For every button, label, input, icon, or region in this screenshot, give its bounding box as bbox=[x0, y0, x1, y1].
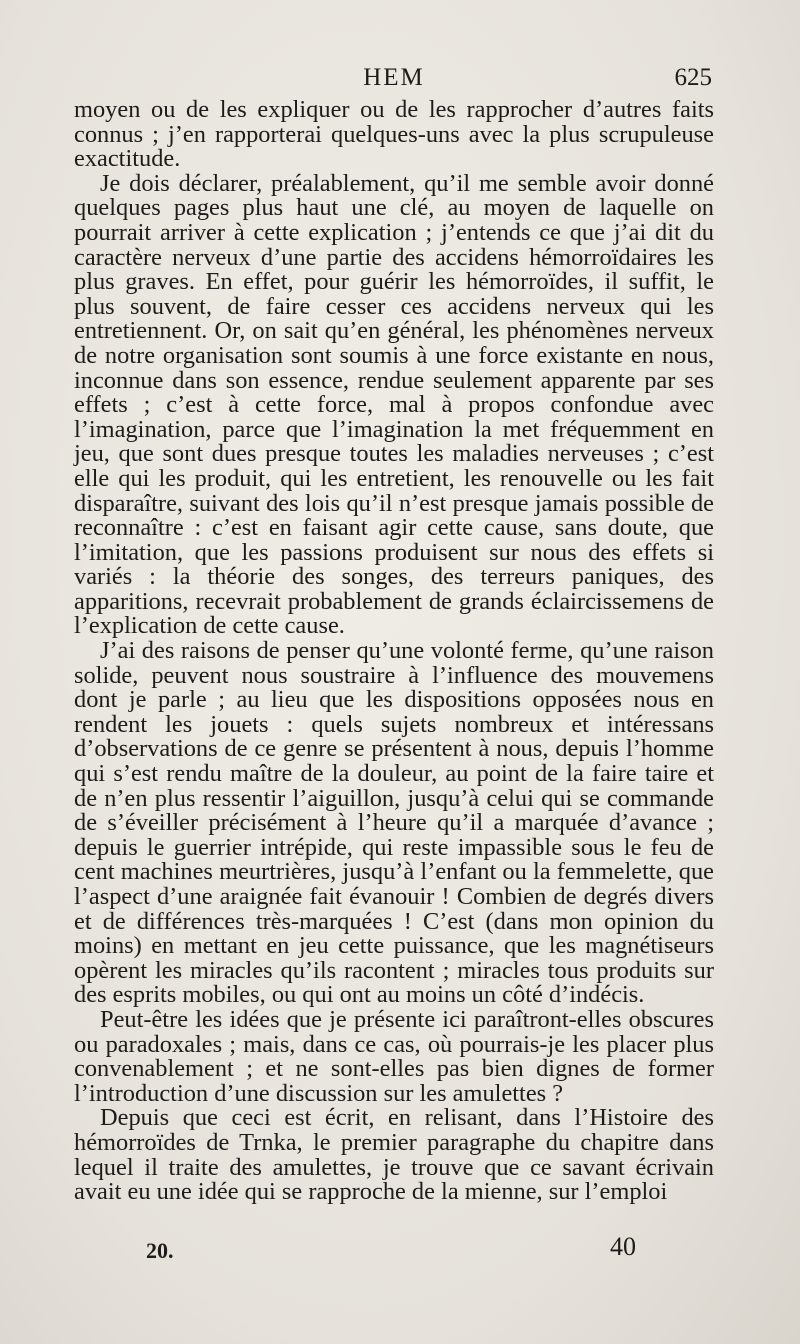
running-head: HEM bbox=[363, 64, 425, 91]
paragraph: Depuis que ceci est écrit, en relisant, dans l’Histoire des hémorroïdes de Trnka, le premier paragraphe du chapitre dans lequel il traite des amulettes, je trouve que ce savant écrivain avait eu une idée qui se rapproche de la mienne, sur l’emploi bbox=[74, 1104, 714, 1206]
paragraph: J’ai des raisons de penser qu’une volonté ferme, qu’une raison solide, peuvent nous soustraire à l’influence des mouvemens dont je parle ; au lieu que les dispositions opposées nous en rendent les jouets : quels sujets nombreux et intéressans d’observations de ce genre se présentent à nous, depuis l’homme qui s’est rendu maître de la douleur, au point de la faire taire et de n’en plus ressentir l’aiguillon, jusqu’à celui qui se commande de s’éveiller précisément à l’heure qu’il a marquée d’avance ; depuis le guerrier intrépide, qui reste impassible sous le feu de cent machines meurtrières, jusqu’à l’enfant ou la femmelette, que l’aspect d’une araignée fait évanouir ! Combien de degrés divers et de différences très-marquées ! C’est (dans mon opinion du moins) en mettant en jeu cette puissance, que les magnétiseurs opèrent les miracles qu’ils racontent ; miracles tous produits sur des esprits mobiles, ou qui ont au moins un côté d’indécis. bbox=[74, 637, 714, 1009]
page-header bbox=[74, 64, 714, 98]
page-number: 625 bbox=[674, 64, 712, 91]
paragraph-continuation: moyen ou de les expliquer ou de les rapprocher d’autres faits connus ; j’en rapporterai quelques-uns avec la plus scrupuleuse exactitude. bbox=[74, 96, 714, 173]
signature-mark: 20. bbox=[146, 1238, 174, 1263]
paragraph: Je dois déclarer, préalablement, qu’il me semble avoir donné quelques pages plus haut une clé, au moyen de laquelle on pourrait arriver à cette explication ; j’entends ce que j’ai dit du caractère nerveux d’une partie des accidens hémorroïdaires les plus graves. En effet, pour guérir les hémorroïdes, il suffit, le plus souvent, de faire cesser ces accidens nerveux qui les entretiennent. Or, on sait qu’en général, les phénomènes nerveux de notre organisation sont soumis à une force existante en nous, inconnue dans son essence, rendue seulement apparente par ses effets ; c’est à cette force, mal à propos confondue avec l’imagination, parce que l’imagination la met fréquemment en jeu, que sont dues presque toutes les maladies nerveuses ; c’est elle qui les produit, qui les entretient, les renouvelle ou les fait disparaître, suivant des lois qu’il n’est presque jamais possible de reconnaître : c’est en faisant agir cette cause, sans doute, que l’imitation, que les passions produisent sur nous des effets si variés : la théorie des songes, des terreurs paniques, des apparitions, recevrait probablement de grands éclaircissemens de l’explication de cette cause. bbox=[74, 169, 714, 640]
paragraph: Peut-être les idées que je présente ici paraîtront-elles obscures ou paradoxales ; mais, dans ce cas, où pourrais-je les placer plus convenablement ; et ne sont-elles pas bien dignes de former l’introduction d’une discussion sur les amulettes ? bbox=[74, 1005, 714, 1107]
body-text bbox=[74, 98, 714, 1205]
folio-number: 40 bbox=[610, 1232, 636, 1261]
